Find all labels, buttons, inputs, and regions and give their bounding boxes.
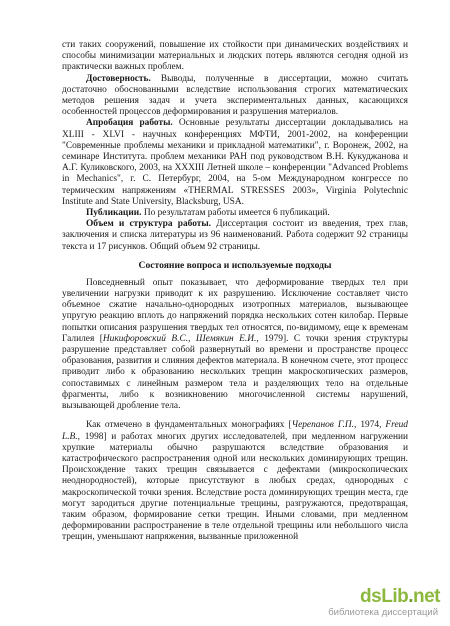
citation-author: Черепанов Г.П. bbox=[291, 420, 354, 431]
paragraph-reliability bbox=[62, 74, 408, 119]
paragraph-text: Повседневный опыт показывает, что деформирование твердых тел при увеличении нагрузки приводит к их разрушению. Исключение составляет чисто объемное сжатие начально-однородных изотропных материалов, вызывающее упругую реакцию вплоть до напряжений порядка нескольких сотен килобар. Первые попытки описания разрушения твердых тел относятся, по-видимому, еще к временам Галилея [ bbox=[62, 277, 408, 344]
section-label-publications: Публикации. bbox=[86, 208, 142, 219]
paragraph-text: , 1974, bbox=[353, 420, 386, 431]
paragraph-text: Как отмечено в фундаментальных монографиях [ bbox=[86, 420, 292, 431]
paragraph-text: Диссертация состоит из введения, трех глав, заключения и списка литературы из 96 наименований. Работа содержит 92 страницы текста и 17 рисунков. Общий объем 92 страницы. bbox=[62, 219, 408, 252]
watermark-subtitle: библиотека диссертаций bbox=[328, 607, 438, 618]
document-body bbox=[62, 40, 408, 544]
paragraph-publications bbox=[62, 208, 408, 219]
citation-author: Freud L.B. bbox=[62, 420, 408, 442]
paragraph-experience bbox=[62, 278, 408, 412]
logo-dot: . bbox=[408, 586, 413, 607]
paragraph-structure bbox=[62, 219, 408, 253]
dslib-logo bbox=[360, 586, 440, 608]
dslib-watermark[interactable] bbox=[308, 586, 440, 620]
paragraph-text: сти таких сооружений, повышение их стойкости при динамических воздействиях и способы минимизации материальных и людских потерь являются сегодня одной из практически важных проблем. bbox=[62, 40, 408, 73]
paragraph-continuation bbox=[62, 40, 408, 74]
logo-tld-text: net bbox=[413, 586, 440, 607]
section-label-reliability: Достоверность. bbox=[86, 73, 151, 84]
paragraph-text: , 1979]. С точки зрения структуры разрушение представляет собой развернутый во времени и пространстве процесс образования, развития и слияния дефектов материала. В конечном счете, этот процесс приводит либо к образованию нескольких трещин макроскопических размеров, сопоставимых с линейным размером тела и разделяющих тело на отдельные фрагменты, либо к возникновению многочисленной системы нарушений, вызывающей дробление тела. bbox=[62, 333, 408, 412]
paragraph-monographs bbox=[62, 420, 408, 543]
paragraph-text: , 1998] и работах многих других исследователей, при медленном нагружении хрупкие материалы обычно разрушаются вследствие образования и катастрофического распространения одной или нескольких доминирующих трещин. Происхождение таких трещин связывается с дефектами (микроскопических неоднородностей), которые присутствуют в любых средах, однородных с макроскопической точки зрения. Вследствие роста доминирующих трещин места, где могут зародиться другие потенциальные трещины, разгружаются, предотвращая, таким образом, формирование сетки трещин. Иными словами, при медленном деформировании распространение в теле отдельной трещины или небольшого числа трещин, уменьшают напряжения, вызванные приложенной bbox=[62, 431, 408, 543]
citation-author: Никифоровский В.С., Шемякин Е.И. bbox=[102, 333, 257, 344]
paragraph-text: По результатам работы имеется 6 публикаций. bbox=[141, 208, 330, 219]
paragraph-text: Основные результаты диссертации докладывались на XLIII - XLVI - научных конференциях МФТИ, 2001-2002, на конференции "Современные проблемы механики и прикладной математики", г. Воронеж, 2002, на семинаре Института. проблем механики РАН под руководством В.Н. Кукуджанова и А.Г. Куликовского, 2003, на XXXIII Летней школе – конференции "Advanced Problems in Mechanics", г. С. Петербург, 2004, на 5-ом Международном конгрессе по термическим напряжениям «THERMAL STRESSES 2003», Virginia Polytechnic Institute and State University, Blacksburg, USA. bbox=[62, 118, 408, 207]
paragraph-approbation bbox=[62, 118, 408, 208]
logo-main-text: dsLib bbox=[360, 586, 409, 607]
paragraph-text: Выводы, полученные в диссертации, можно считать достаточно обоснованными вследствие использования строгих математических методов решения задач и учета экспериментальных данных, касающихся особенностей процессов деформирования и разрушения материалов. bbox=[62, 73, 408, 118]
section-label-approbation: Апробация работы. bbox=[86, 118, 173, 129]
section-label-structure: Объем и структура работы. bbox=[86, 219, 212, 230]
section-heading: Состояние вопроса и используемые подходы bbox=[138, 259, 332, 271]
